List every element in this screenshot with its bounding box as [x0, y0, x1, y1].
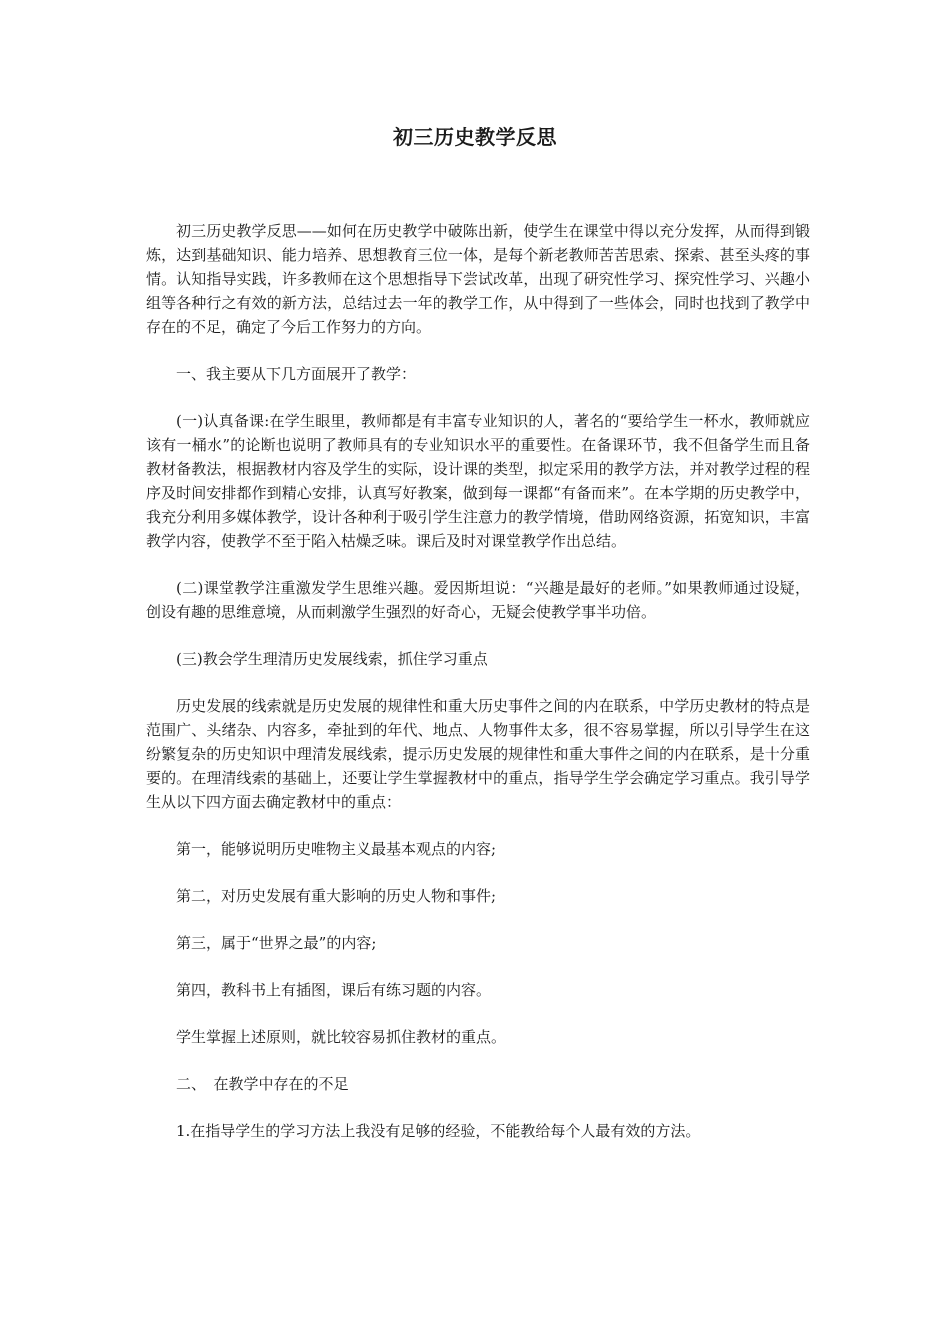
- paragraph: 二、 在教学中存在的不足: [176, 1075, 349, 1093]
- paragraph: 第四，教科书上有插图，课后有练习题的内容。: [176, 981, 492, 999]
- paragraph: 一、我主要从下几方面展开了教学：: [176, 365, 417, 383]
- paragraph: 学生掌握上述原则，就比较容易抓住教材的重点。: [176, 1028, 507, 1046]
- paragraph: 第三，属于“世界之最”的内容;: [176, 934, 377, 952]
- document-body: [146, 219, 810, 1143]
- paragraph: 历史发展的线索就是历史发展的规律性和重大历史事件之间的内在联系，中学历史教材的特点是范围广、头绪杂、内容多，牵扯到的年代、地点、人物事件太多，很不容易掌握，所以引导学生在这纷繁复杂的历史知识中理清发展线索，提示历史发展的规律性和重大事件之间的内在联系，是十分重要的。在理清线索的基础上，还要让学生掌握教材中的重点，指导学生学会确定学习重点。我引导学生从以下四方面去确定教材中的重点：: [146, 697, 810, 811]
- document-title: 初三历史教学反思: [393, 125, 557, 149]
- paragraph: 第二，对历史发展有重大影响的历史人物和事件;: [176, 887, 497, 905]
- paragraph: (三)教会学生理清历史发展线索，抓住学习重点: [176, 650, 488, 668]
- paragraph: 1.在指导学生的学习方法上我没有足够的经验，不能教给每个人最有效的方法。: [176, 1122, 701, 1140]
- paragraph: 第一，能够说明历史唯物主义最基本观点的内容;: [176, 840, 497, 858]
- paragraph: (一)认真备课:在学生眼里，教师都是有丰富专业知识的人，著名的“要给学生一杯水，教师就应该有一桶水”的论断也说明了教师具有的专业知识水平的重要性。在备课环节，我不但备学生而且备教材备教法，根据教材内容及学生的实际，设计课的类型，拟定采用的教学方法，并对教学过程的程序及时间安排都作到精心安排，认真写好教案，做到每一课都“有备而来”。在本学期的历史教学中，我充分利用多媒体教学，设计各种利于吸引学生注意力的教学情境，借助网络资源，拓宽知识，丰富教学内容，使教学不至于陷入枯燥乏味。课后及时对课堂教学作出总结。: [146, 412, 810, 550]
- paragraph: (二)课堂教学注重激发学生思维兴趣。爱因斯坦说：“兴趣是最好的老师。”如果教师通过设疑，创设有趣的思维意境，从而刺激学生强烈的好奇心，无疑会使教学事半功倍。: [146, 579, 810, 621]
- paragraph: 初三历史教学反思——如何在历史教学中破陈出新，使学生在课堂中得以充分发挥，从而得到锻炼，达到基础知识、能力培养、思想教育三位一体，是每个新老教师苦苦思索、探索、甚至头疼的事情。认知指导实践，许多教师在这个思想指导下尝试改革，出现了研究性学习、探究性学习、兴趣小组等各种行之有效的新方法，总结过去一年的教学工作，从中得到了一些体会，同时也找到了教学中存在的不足，确定了今后工作努力的方向。: [146, 222, 810, 336]
